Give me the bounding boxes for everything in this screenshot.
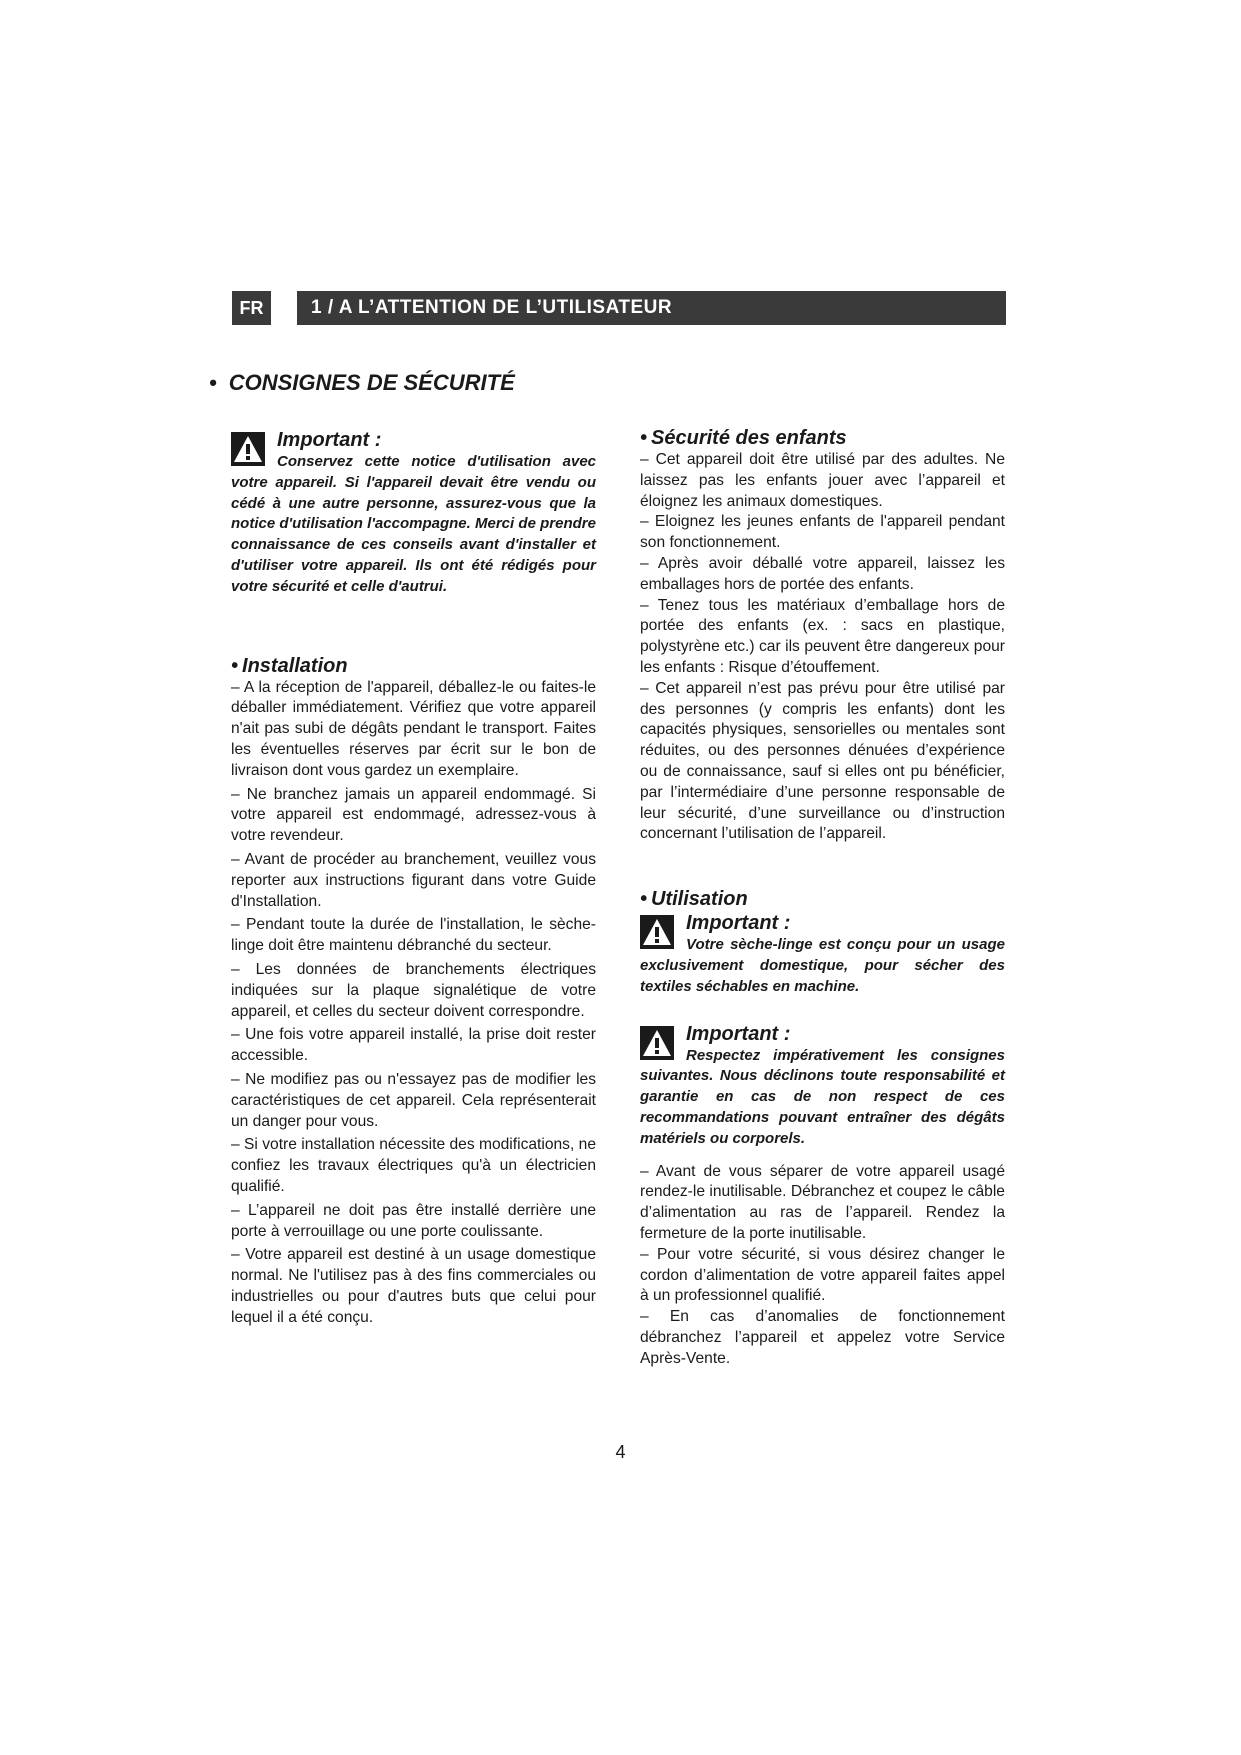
children-item: – Cet appareil n’est pas prévu pour être utilisé par des personnes (y compris les enfants) dont les capacités physiques, sensorielles ou mentales sont réduites, ou des personnes dénuées d’expérience ou de connaissance, sauf si elles ont pu bénéficier, par l’intermédiaire d’une personne responsable de leur sécurité, d’une surveillance ou d’instruction concernant l’utilisation de l’appareil. bbox=[640, 679, 1005, 843]
children-item: – Tenez tous les matériaux d’emballage hors de portée des enfants (ex. : sacs en plastique, polystyrène etc.) car ils peuvent être dangereux pour les enfants : Risque d’étouffement. bbox=[640, 596, 1005, 676]
installation-title bbox=[231, 654, 596, 678]
important-body: Conservez cette notice d'utilisation avec votre appareil. Si l'appareil devait être vendu ou cédé à une autre personne, assurez-vous que la notice d'utilisation l'accompagne. Merci de prendre connaissance de ces conseils avant d'installer et d'utiliser votre appareil. Ils ont été rédigés pour votre sécurité et celle d'autrui. bbox=[231, 453, 596, 595]
warning-icon bbox=[640, 915, 674, 949]
warning-icon bbox=[231, 432, 265, 466]
chapter-title: 1 / A L’ATTENTION DE L’UTILISATEUR bbox=[311, 297, 673, 318]
warning-icon bbox=[640, 1026, 674, 1060]
installation-title-text: Installation bbox=[242, 654, 348, 677]
important-notice bbox=[231, 428, 596, 598]
right-column bbox=[640, 426, 1005, 1369]
usage-item: – Pour votre sécurité, si vous désirez changer le cordon d’alimentation de votre appareil faites appel à un professionnel qualifié. bbox=[640, 1245, 1005, 1305]
children-bullet: • bbox=[640, 427, 648, 449]
installation-item: – Pendant toute la durée de l'installation, le sèche-linge doit être maintenu débranché du secteur. bbox=[231, 916, 596, 955]
chapter-header bbox=[297, 291, 1006, 325]
children-title-text: Sécurité des enfants bbox=[651, 427, 847, 449]
installation-item: – Une fois votre appareil installé, la prise doit rester accessible. bbox=[231, 1026, 596, 1065]
installation-bullet: • bbox=[231, 654, 239, 677]
usage-title-text: Utilisation bbox=[651, 888, 748, 911]
installation-item: – A la réception de l'appareil, déballez-le ou faites-le déballer immédiatement. Vérifiez que votre appareil n'ait pas subi de dégâts pendant le transport. Faites les éventuelles réserves par écrit sur le bon de livraison dont vous gardez un exemplaire. bbox=[231, 678, 596, 779]
important-body: Votre sèche-linge est conçu pour un usage exclusivement domestique, pour sécher des textiles séchables en machine. bbox=[640, 936, 1005, 995]
installation-item: – Les données de branchements électriques indiquées sur la plaque signalétique de votre appareil, et celles du secteur doivent correspondre. bbox=[231, 960, 596, 1020]
important-notice bbox=[640, 911, 1005, 997]
installation-item: – Votre appareil est destiné à un usage domestique normal. Ne l'utilisez pas à des fins commerciales ou industrielles ou pour d'autres buts que celui pour lequel il a été conçu. bbox=[231, 1246, 596, 1326]
language-badge: FR bbox=[232, 291, 271, 325]
important-title: Important : bbox=[686, 912, 791, 935]
usage-item: – En cas d’anomalies de fonctionnement débranchez l’appareil et appelez votre Service Après-Vente. bbox=[640, 1308, 1005, 1367]
children-item: – Cet appareil doit être utilisé par des adultes. Ne laissez pas les enfants jouer avec l’appareil et éloignez les animaux domestiques. bbox=[640, 451, 1005, 510]
important-body: Respectez impérativement les consignes suivantes. Nous déclinons toute responsabilité et garantie en cas de non respect de ces recommandations pouvant entraîner des dégâts matériels ou corporels. bbox=[640, 1046, 1005, 1147]
installation-item: – L’appareil ne doit pas être installé derrière une porte à verrouillage ou une porte coulissante. bbox=[231, 1201, 596, 1240]
important-notice bbox=[640, 1022, 1005, 1150]
usage-title bbox=[640, 887, 1005, 911]
children-safety-title bbox=[640, 426, 1005, 450]
page-number: 4 bbox=[615, 1442, 626, 1462]
installation-item: – Avant de procéder au branchement, veuillez vous reporter aux instructions figurant dans votre Guide d'Installation. bbox=[231, 850, 596, 910]
children-item: – Après avoir déballé votre appareil, laissez les emballages hors de portée des enfants. bbox=[640, 554, 1005, 593]
left-column bbox=[231, 428, 596, 1331]
important-title: Important : bbox=[277, 429, 382, 451]
important-title: Important : bbox=[686, 1022, 791, 1045]
children-item: – Eloignez les jeunes enfants de l'appareil pendant son fonctionnement. bbox=[640, 513, 1005, 552]
installation-item: – Si votre installation nécessite des modifications, ne confiez les travaux électriques qu'à un électricien qualifié. bbox=[231, 1136, 596, 1195]
installation-item: – Ne branchez jamais un appareil endommagé. Si votre appareil est endommagé, adressez-vous à votre revendeur. bbox=[231, 785, 596, 845]
section-title-text: CONSIGNES DE SÉCURITÉ bbox=[228, 370, 515, 395]
usage-item: – Avant de vous séparer de votre appareil usagé rendez-le inutilisable. Débranchez et coupez le câble d’alimentation au ras de l’appareil. Rendez la fermeture de la porte inutilisable. bbox=[640, 1162, 1005, 1242]
section-title bbox=[209, 370, 515, 396]
installation-item: – Ne modifiez pas ou n'essayez pas de modifier les caractéristiques de cet appareil. Cela représenterait un danger pour vous. bbox=[231, 1070, 596, 1130]
section-bullet: • bbox=[209, 370, 217, 395]
usage-bullet: • bbox=[640, 888, 648, 911]
